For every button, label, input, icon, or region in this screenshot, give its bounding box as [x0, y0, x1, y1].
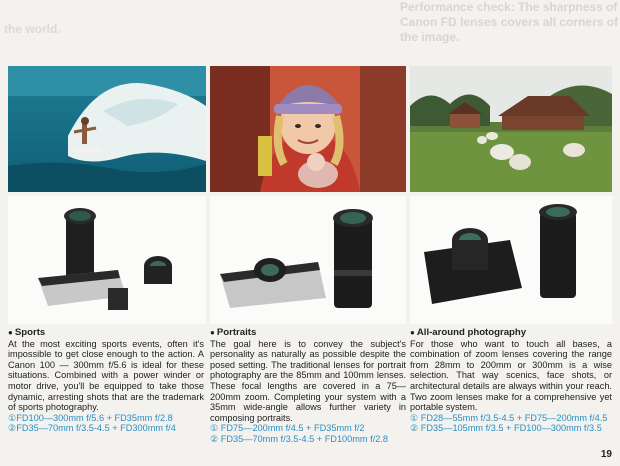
all-around-spec-1: ① FD28—55mm f/3.5-4.5 + FD75—200mm f/4.5 [410, 412, 608, 423]
all-around-body: For those who want to touch all bases, a combination of zoom lenses covering the range from 28mm to 200mm or 300mm is a wise selection. That way scenics, face shots, or architectural details are always within your reach. Two zoom lenses make for a comprehensive yet portable system. [410, 338, 612, 413]
sports-spec-2: ②FD35—70mm f/3.5-4.5 + FD300mm f/4 [8, 423, 176, 434]
portrait-lens-kit-photo [210, 196, 406, 324]
sports-column [8, 328, 204, 434]
all-around-spec-2: ② FD35—105mm f/3.5 + FD100—300mm f/3.5 [410, 423, 602, 434]
portraits-body: The goal here is to convey the subject's personality as naturally as possible despite the posed setting. The traditional lenses for portrait photography are the 85mm and 100mm lenses. These focal lengths are covered in a 75—200mm zoom. Completing your system with a 35mm wide-angle allows further variety in composing portraits. [210, 338, 406, 423]
all-around-column [410, 328, 612, 434]
portraits-spec-1: ① FD75—200mm f/4.5 + FD35mm f/2 [210, 423, 365, 434]
all-around-lens-kit-photo [410, 196, 612, 324]
bleed-through-text: Performance check: The sharpness of Canon FD lenses covers all corners of the image. [400, 0, 619, 44]
portraits-heading: ● Portraits [210, 327, 257, 338]
sports-body: At the most exciting sports events, often it's impossible to get close enough to the action. A Canon 100 — 300mm f/5.6 is ideal for these situations. Combined with a power winder or motor drive, you'll be equipped to take those dynamic, arresting shots that are the trademark of sports photography. [8, 338, 204, 413]
page-number: 19 [600, 449, 612, 460]
portraits-column [210, 328, 406, 445]
portraits-spec-2: ② FD35—70mm f/3.5-4.5 + FD100mm f/2.8 [210, 433, 389, 444]
sports-spec-1: ①FD100—300mm f/5.6 + FD35mm f/2.8 [8, 412, 173, 423]
sports-heading: ● Sports [8, 327, 46, 338]
portrait-photo [210, 66, 406, 192]
sports-lens-kit-photo [8, 196, 206, 324]
bleed-through-text-left: the world. [4, 22, 61, 36]
surfing-photo [8, 66, 206, 192]
landscape-photo [410, 66, 612, 192]
all-around-heading: ● All-around photography [410, 327, 527, 338]
